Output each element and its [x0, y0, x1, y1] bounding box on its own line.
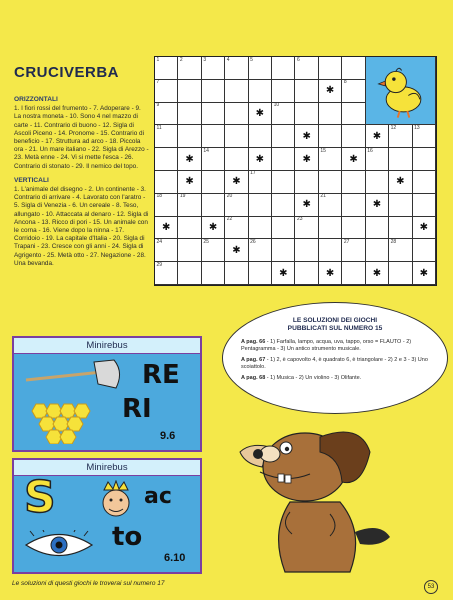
- crossword-cell: [225, 125, 248, 148]
- crossword-cell: [272, 57, 295, 80]
- cell-number: 7: [156, 79, 160, 86]
- crossword-cell: [202, 262, 225, 285]
- crossword-cell: [178, 125, 201, 148]
- crossword-cell: [342, 125, 365, 148]
- black-cell-star-icon: ✱: [302, 153, 311, 165]
- crossword-cell: [155, 125, 178, 148]
- black-cell-star-icon: ✱: [232, 244, 241, 256]
- crossword-cell: [342, 239, 365, 262]
- crossword-cell: [319, 125, 342, 148]
- honeycomb-icon: [28, 400, 98, 444]
- crossword-cell: [366, 125, 389, 148]
- crossword-cell: [155, 80, 178, 103]
- cell-number: 28: [390, 238, 397, 245]
- crossword-cell: [342, 103, 365, 126]
- crossword-cell: [225, 239, 248, 262]
- cell-number: 16: [367, 147, 373, 154]
- crossword-cell: [225, 148, 248, 171]
- crossword-cell: [319, 239, 342, 262]
- crossword-clues: [14, 94, 149, 274]
- crossword-cell: [342, 57, 365, 80]
- crossword-cell: [342, 171, 365, 194]
- crossword-cell: [295, 239, 318, 262]
- chick-illustration: [366, 57, 436, 125]
- cell-number: 11: [156, 124, 162, 131]
- crossword-cell: [272, 103, 295, 126]
- crossword-cell: [178, 239, 201, 262]
- cell-number: 23: [296, 216, 303, 223]
- king-face-icon: [96, 480, 136, 520]
- crossword-cell: [225, 80, 248, 103]
- cell-number: 1: [156, 56, 160, 63]
- solutions-title-line1: LE SOLUZIONI DEI GIOCHI: [292, 317, 378, 324]
- crossword-cell: [366, 194, 389, 217]
- crossword-cell: [295, 80, 318, 103]
- crossword-cell: [366, 239, 389, 262]
- minirebus-label: Minirebus: [14, 338, 200, 354]
- cell-number: 8: [343, 79, 347, 86]
- cell-number: 14: [203, 147, 209, 154]
- crossword-cell: [413, 194, 436, 217]
- crossword-cell: [202, 148, 225, 171]
- crossword-cell: [155, 194, 178, 217]
- crossword-cell: [342, 194, 365, 217]
- crossword-cell: [295, 194, 318, 217]
- rebus1-word2: RI: [122, 394, 152, 424]
- black-cell-star-icon: ✱: [325, 267, 335, 279]
- crossword-cell: [272, 171, 295, 194]
- axe-icon: [22, 358, 132, 398]
- rebus2-word2: to: [112, 522, 143, 552]
- crossword-cell: [342, 148, 365, 171]
- crossword-cell: [272, 80, 295, 103]
- dog-illustration: [230, 412, 405, 577]
- crossword-cell: [319, 194, 342, 217]
- crossword-cell: [295, 103, 318, 126]
- crossword-cell: [272, 194, 295, 217]
- crossword-cell: [366, 171, 389, 194]
- crossword-cell: [178, 80, 201, 103]
- crossword-cell: [178, 171, 201, 194]
- crossword-cell: [155, 171, 178, 194]
- crossword-cell: [202, 80, 225, 103]
- crossword-cell: [366, 148, 389, 171]
- crossword-cell: [342, 80, 365, 103]
- crossword-cell: [202, 239, 225, 262]
- solution-ref: A pag. 67: [241, 357, 266, 363]
- black-cell-star-icon: ✱: [302, 199, 311, 211]
- cell-number: 2: [179, 56, 183, 63]
- cell-number: 20: [226, 193, 233, 200]
- crossword-cell: [155, 262, 178, 285]
- crossword-cell: [389, 239, 412, 262]
- crossword-cell: [202, 103, 225, 126]
- crossword-cell: [319, 171, 342, 194]
- black-cell-star-icon: ✱: [396, 176, 405, 188]
- solution-ref: A pag. 68: [241, 375, 266, 381]
- rebus2-word1: ac: [144, 484, 172, 509]
- cell-number: 22: [226, 216, 233, 223]
- cell-number: 13: [414, 124, 420, 131]
- minirebus-panel-2: [12, 458, 202, 574]
- black-cell-star-icon: ✱: [372, 199, 382, 211]
- chick-icon: [366, 57, 435, 124]
- solutions-bubble: [222, 302, 448, 414]
- eye-icon: [24, 530, 94, 560]
- cell-number: 19: [179, 193, 186, 200]
- vertical-heading: VERTICALI: [14, 176, 49, 184]
- crossword-grid: [154, 56, 437, 286]
- crossword-cell: [225, 57, 248, 80]
- black-cell-star-icon: ✱: [255, 153, 265, 165]
- crossword-cell: [319, 80, 342, 103]
- crossword-cell: [249, 262, 272, 285]
- crossword-cell: [249, 148, 272, 171]
- crossword-cell: [389, 171, 412, 194]
- crossword-cell: [225, 262, 248, 285]
- solution-ref: A pag. 66: [241, 339, 266, 345]
- cell-number: 27: [343, 238, 350, 245]
- crossword-cell: [249, 125, 272, 148]
- minirebus-panel-1: [12, 336, 202, 452]
- solution-text: - 1) Musica - 2) Un violino - 3) Olifante.: [265, 375, 362, 381]
- black-cell-star-icon: ✱: [255, 107, 265, 119]
- crossword-cell: [413, 148, 436, 171]
- crossword-cell: [225, 194, 248, 217]
- crossword-title: CRUCIVERBA: [14, 64, 120, 81]
- black-cell-star-icon: ✱: [162, 221, 171, 233]
- crossword-cell: [319, 262, 342, 285]
- solution-text: - 1) 2, è capovolto 4, è quadrato 6, è triangolare - 2) 2 e 3 - 3) Uno scoiattolo.: [241, 357, 428, 370]
- crossword-cell: [295, 171, 318, 194]
- crossword-cell: [178, 103, 201, 126]
- cell-number: 24: [156, 238, 163, 245]
- crossword-cell: [249, 194, 272, 217]
- cell-number: 15: [320, 147, 326, 154]
- solution-text: - 1) Farfalla, lampo, acqua, uva, tappo, orso = FLAUTO - 2) Pentagramma - 3) Un antico strumento musicale.: [241, 339, 412, 352]
- footer-note: Le soluzioni di questi giochi le troverai sul numero 17: [12, 580, 165, 587]
- minirebus-label: Minirebus: [14, 460, 200, 476]
- cell-number: 17: [250, 170, 256, 177]
- cell-number: 9: [156, 102, 160, 109]
- rebus2-letter: S: [24, 472, 56, 523]
- crossword-cell: [272, 125, 295, 148]
- cell-number: 4: [226, 56, 230, 63]
- cell-number: 26: [250, 238, 256, 245]
- crossword-cell: [272, 148, 295, 171]
- solution-page-68: [241, 375, 429, 382]
- crossword-cell: [319, 103, 342, 126]
- crossword-cell: [155, 148, 178, 171]
- crossword-cell: [366, 262, 389, 285]
- crossword-cell: [202, 125, 225, 148]
- cell-number: 21: [320, 193, 326, 200]
- crossword-cell: [389, 194, 412, 217]
- solutions-title: [241, 317, 429, 333]
- black-cell-star-icon: ✱: [232, 176, 241, 188]
- cell-number: 3: [203, 56, 207, 63]
- crossword-cell: [319, 57, 342, 80]
- solutions-title-line2: PUBBLICATI SUL NUMERO 15: [287, 325, 383, 332]
- cell-number: 6: [296, 56, 300, 63]
- cell-number: 10: [273, 102, 280, 109]
- cell-number: 12: [390, 124, 397, 131]
- crossword-cell: [319, 217, 342, 240]
- horizontal-heading: ORIZZONTALI: [14, 96, 58, 103]
- crossword-cell: [202, 57, 225, 80]
- crossword-cell: [413, 239, 436, 262]
- horizontal-clues: 1. I fiori rossi del frumento - 7. Adoperare - 9. La nostra moneta - 10. Sono 4 nel mazzo di carte - 11. Contrario di buono - 12. Sigla di Ascoli Piceno - 14. Pronome - 15. Contrario di beneficio - 17. Struttura ad arco - 18. Piccola ora - 21. Un mare italiano - 22. Sigla di Arezzo - 23. Metà enne - 24. Vi si mette l'esca - 26. Contrario di stonato - 29. Il nemico del topo.: [14, 105, 149, 170]
- black-cell-star-icon: ✱: [419, 221, 428, 233]
- black-cell-star-icon: ✱: [419, 267, 428, 279]
- black-cell-star-icon: ✱: [372, 267, 382, 279]
- crossword-cell: [295, 148, 318, 171]
- minirebus-body: [14, 472, 200, 572]
- black-cell-star-icon: ✱: [279, 267, 288, 279]
- crossword-cell: [319, 148, 342, 171]
- rebus1-word1: RE: [142, 360, 180, 390]
- crossword-cell: [249, 57, 272, 80]
- cell-number: 5: [250, 56, 253, 63]
- crossword-cell: [225, 217, 248, 240]
- crossword-cell: [389, 262, 412, 285]
- crossword-cell: [295, 57, 318, 80]
- crossword-cell: [249, 239, 272, 262]
- crossword-cell: [155, 57, 178, 80]
- crossword-cell: [389, 125, 412, 148]
- crossword-cell: [155, 239, 178, 262]
- rebus2-numbers: 6.10: [164, 552, 186, 564]
- black-cell-star-icon: ✱: [302, 130, 311, 142]
- crossword-cell: [272, 217, 295, 240]
- page-number: 53: [424, 580, 438, 594]
- crossword-cell: [295, 262, 318, 285]
- crossword-cell: [342, 262, 365, 285]
- crossword-cell: [178, 217, 201, 240]
- crossword-cell: [249, 171, 272, 194]
- crossword-cell: [202, 217, 225, 240]
- crossword-cell: [178, 57, 201, 80]
- crossword-cell: [202, 194, 225, 217]
- crossword-cell: [202, 171, 225, 194]
- solution-page-66: [241, 339, 429, 353]
- black-cell-star-icon: ✱: [372, 130, 382, 142]
- crossword-cell: [178, 262, 201, 285]
- crossword-cell: [389, 148, 412, 171]
- solution-page-67: [241, 357, 429, 371]
- vertical-clues: 1. L'animale del disegno - 2. Un continente - 3. Contrario di arrivare - 4. Lavorato con l'aratro - 5. Sigla di Venezia - 6. Un cereale - 8. Teso, allungato - 10. Attaccata al denaro - 12. Sigla di Ancona - 13. Ricco di pori - 15. Un animale con le corna - 16. Viene dopo la ninna - 17. Corridoio - 19. La capitale d'Italia - 20. Sigla di Trapani - 23. Cresce con gli anni - 24. Sigla di Agrigento - 25. Metà otto - 27. Negazione - 28. Una bevanda.: [14, 186, 149, 267]
- cell-number: 25: [203, 238, 209, 245]
- crossword-cell: [178, 194, 201, 217]
- cell-number: 18: [156, 193, 163, 200]
- crossword-cell: [366, 217, 389, 240]
- crossword-cell: [225, 171, 248, 194]
- black-cell-star-icon: ✱: [325, 85, 335, 97]
- crossword-cell: [413, 171, 436, 194]
- cell-number: 29: [156, 261, 163, 268]
- crossword-cell: [178, 148, 201, 171]
- crossword-cell: [295, 125, 318, 148]
- black-cell-star-icon: ✱: [185, 176, 194, 188]
- crossword-cell: [413, 217, 436, 240]
- rebus1-numbers: 9.6: [160, 430, 176, 442]
- crossword-cell: [413, 262, 436, 285]
- crossword-cell: [389, 217, 412, 240]
- crossword-cell: [155, 103, 178, 126]
- crossword-cell: [295, 217, 318, 240]
- crossword-cell: [225, 103, 248, 126]
- crossword-cell: [155, 217, 178, 240]
- crossword-cell: [413, 125, 436, 148]
- black-cell-star-icon: ✱: [349, 153, 358, 165]
- crossword-cell: [342, 217, 365, 240]
- crossword-cell: [249, 103, 272, 126]
- crossword-cell: [272, 262, 295, 285]
- black-cell-star-icon: ✱: [208, 221, 218, 233]
- black-cell-star-icon: ✱: [185, 153, 194, 165]
- crossword-cell: [249, 217, 272, 240]
- crossword-cell: [249, 80, 272, 103]
- minirebus-body: [14, 354, 200, 450]
- crossword-cell: [272, 239, 295, 262]
